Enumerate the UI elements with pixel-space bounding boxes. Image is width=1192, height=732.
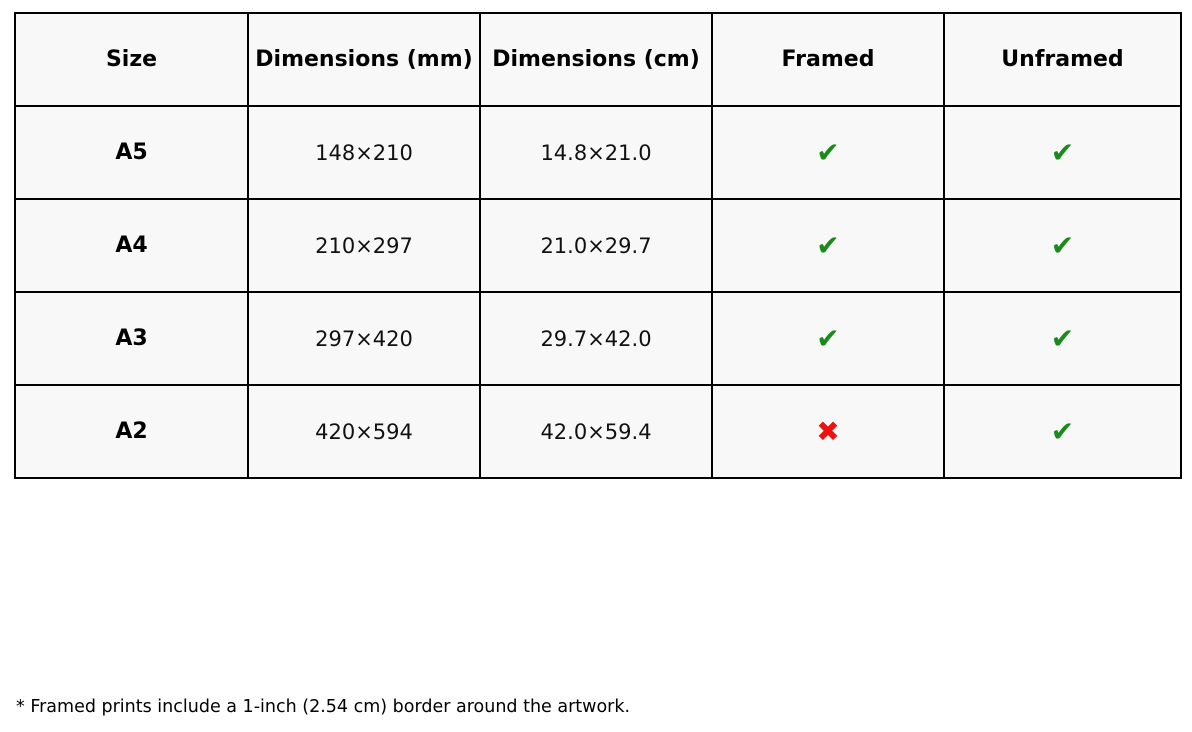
column-header-framed: Framed	[712, 13, 944, 106]
print-size-table	[14, 12, 1182, 479]
table-row-a4	[15, 199, 1181, 292]
check-icon: ✔	[1050, 135, 1075, 169]
column-header-dimensions-mm: Dimensions (mm)	[248, 13, 480, 106]
table-row-a5	[15, 106, 1181, 199]
framed-status-cell	[712, 292, 944, 385]
dimensions-mm-cell: 148×210	[248, 106, 480, 199]
dimensions-mm-cell: 420×594	[248, 385, 480, 478]
size-cell: A5	[15, 106, 248, 199]
check-icon: ✔	[1050, 228, 1075, 262]
size-cell: A4	[15, 199, 248, 292]
column-header-dimensions-cm: Dimensions (cm)	[480, 13, 712, 106]
table-row-a2	[15, 385, 1181, 478]
dimensions-mm-cell: 210×297	[248, 199, 480, 292]
column-header-size: Size	[15, 13, 248, 106]
check-icon: ✔	[1050, 321, 1075, 355]
unframed-status-cell	[944, 106, 1181, 199]
dimensions-cm-cell: 21.0×29.7	[480, 199, 712, 292]
framed-status-cell	[712, 199, 944, 292]
unframed-status-cell	[944, 292, 1181, 385]
framed-status-cell	[712, 385, 944, 478]
dimensions-mm-cell: 297×420	[248, 292, 480, 385]
column-header-unframed: Unframed	[944, 13, 1181, 106]
size-cell: A2	[15, 385, 248, 478]
check-icon: ✔	[816, 135, 840, 169]
header-row	[15, 13, 1181, 106]
framed-status-cell	[712, 106, 944, 199]
dimensions-cm-cell: 29.7×42.0	[480, 292, 712, 385]
check-icon: ✔	[816, 228, 840, 262]
unframed-status-cell	[944, 385, 1181, 478]
size-cell: A3	[15, 292, 248, 385]
check-icon: ✔	[1050, 414, 1075, 448]
check-icon: ✔	[816, 321, 840, 355]
table-row-a3	[15, 292, 1181, 385]
dimensions-cm-cell: 14.8×21.0	[480, 106, 712, 199]
framed-border-footnote: * Framed prints include a 1-inch (2.54 cm) border around the artwork.	[16, 697, 631, 717]
cross-icon: ✖	[816, 414, 840, 448]
unframed-status-cell	[944, 199, 1181, 292]
dimensions-cm-cell: 42.0×59.4	[480, 385, 712, 478]
